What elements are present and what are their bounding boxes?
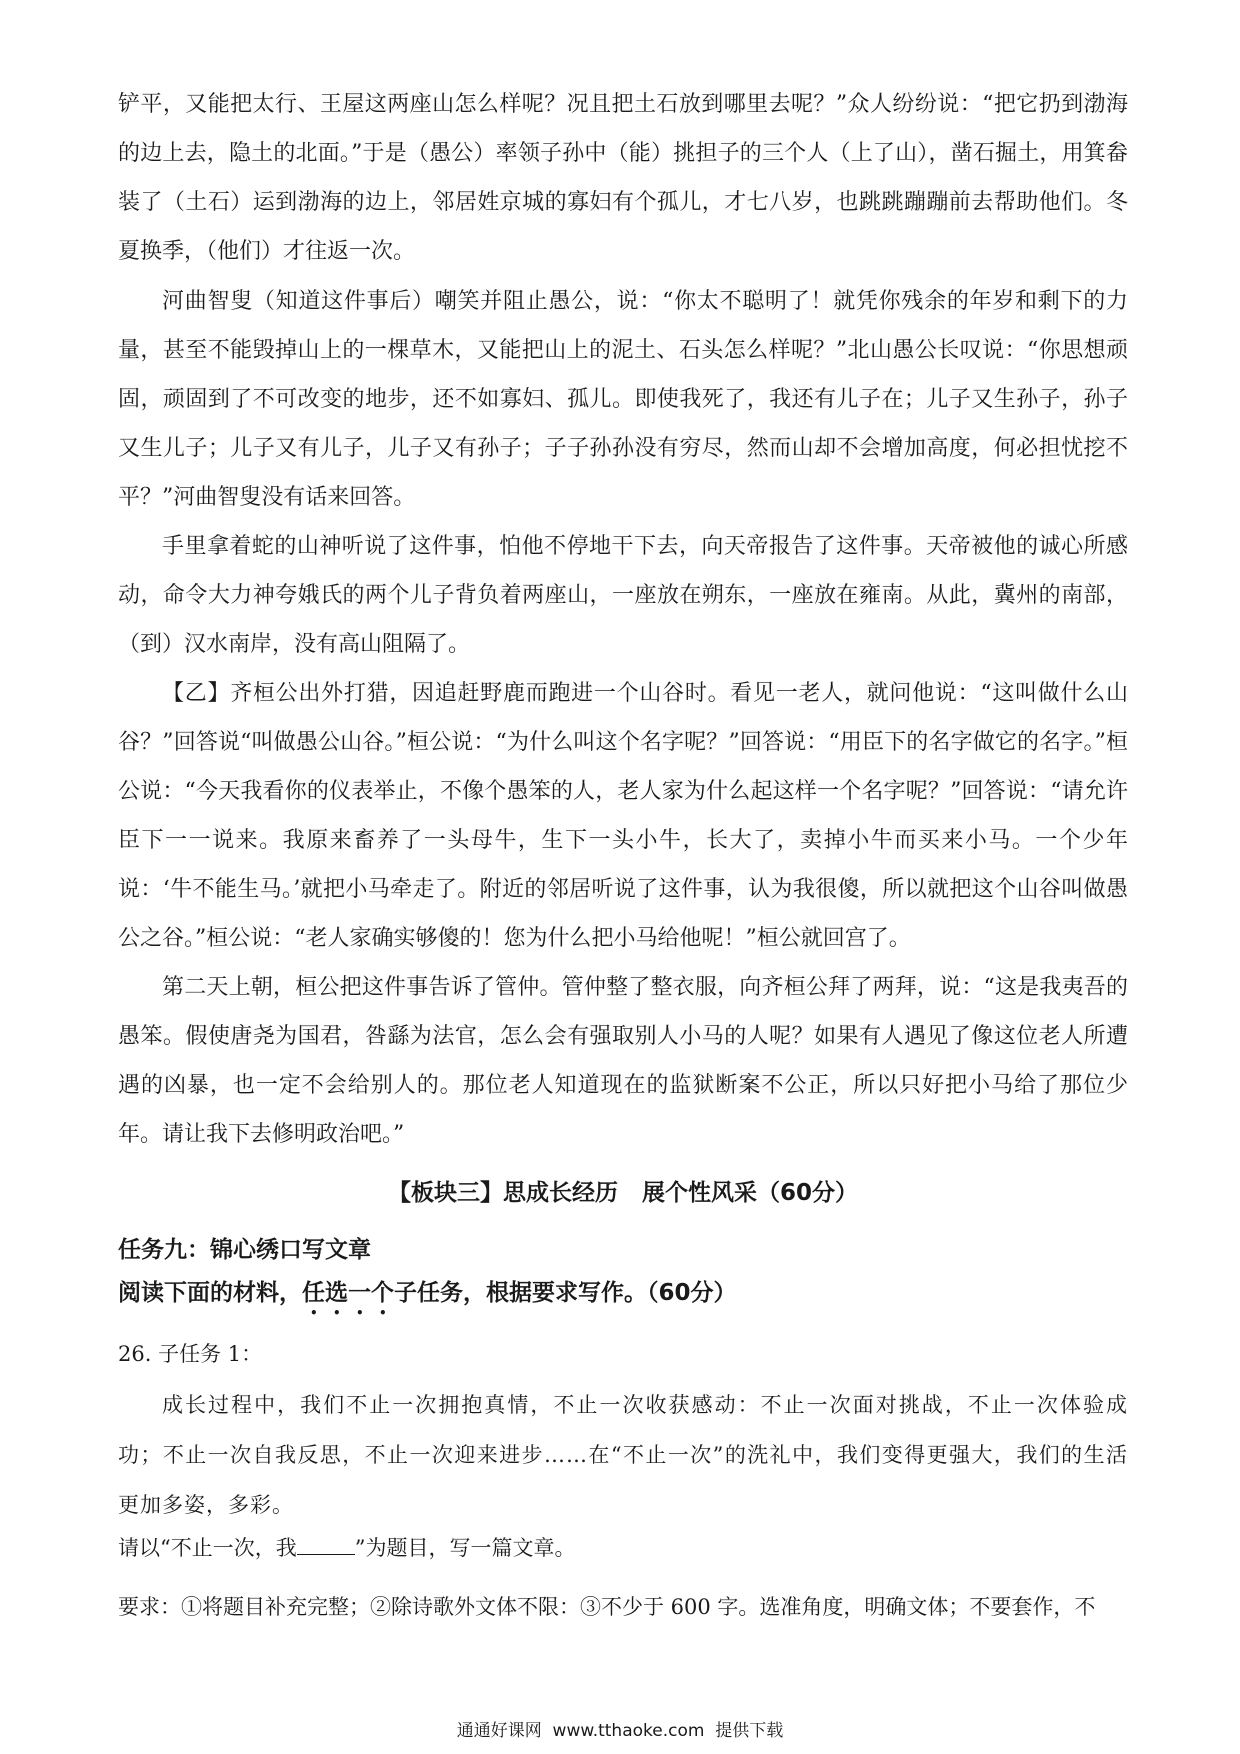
essay-material: 成长过程中，我们不止一次拥抱真情，不止一次收获感动：不止一次面对挑战，不止一次体验成功；不止一次自我反思，不止一次迎来进步……在“不止一次”的洗礼中，我们变得更强大，我们的生活更加多姿，多彩。 [118, 1393, 1128, 1517]
paragraph-continuation: 铲平，又能把太行、王屋这两座山怎么样呢？况且把土石放到哪里去呢？”众人纷纷说：“把它扔到渤海的边上去，隐土的北面。”于是（愚公）率领子孙中（能）挑担子的三个人（上了山），凿石掘土，用箕畚装了（土石）运到渤海的边上，邻居姓京城的寡妇有个孤儿，才七八岁，也跳跳蹦蹦前去帮助他们。冬夏换季，（他们）才往返一次。 [118, 92, 1128, 264]
prompt-before: 请以“不止一次，我 [118, 1536, 297, 1560]
paragraph-guanzhong: 第二天上朝，桓公把这件事告诉了管仲。管仲整了整衣服，向齐桓公拜了两拜，说：“这是我夷吾的愚笨。假使唐尧为国君，咎繇为法官，怎么会有强取别人小马的人呢？如果有人遇见了像这位老人所遭遇的凶暴，也一定不会给别人的。那位老人知道现在的监狱断案不公正，所以只好把小马给了那位少年。请让我下去修明政治吧。” [118, 975, 1128, 1147]
prompt-after: ”为题目，写一篇文章。 [354, 1536, 576, 1560]
requirements: 要求：①将题目补充完整；②除诗歌外文体不限：③不少于 600 字。选准角度，明确文体；不要套作，不 [118, 1595, 1096, 1619]
essay-prompt [118, 1530, 576, 1566]
task-instruction-before: 阅读下面的材料， [118, 1280, 302, 1306]
page-footer: 通通好课网 www.tthaoke.com 提供下载 [456, 1721, 784, 1741]
task-instruction-emphasis: 任选一个 [302, 1280, 394, 1306]
paragraph-zhisou: 河曲智叟（知道这件事后）嘲笑并阻止愚公，说：“你太不聪明了！就凭你残余的年岁和剩下的力量，甚至不能毁掉山上的一棵草木，又能把山上的泥土、石头怎么样呢？”北山愚公长叹说：“你思想顽固，顽固到了不可改变的地步，还不如寡妇、孤儿。即使我死了，我还有儿子在；儿子又生孙子，孙子又生儿子；儿子又有儿子，儿子又有孙子；子子孙孙没有穷尽，然而山却不会增加高度，何必担忧挖不平？”河曲智叟没有话来回答。 [118, 289, 1128, 510]
paragraph-yi: 【乙】齐桓公出外打猎，因追赶野鹿而跑进一个山谷时。看见一老人，就问他说：“这叫做什么山谷？”回答说“叫做愚公山谷。”桓公说：“为什么叫这个名字呢？”回答说：“用臣下的名字做它的名字。”桓公说：“今天我看你的仪表举止，不像个愚笨的人，老人家为什么起这样一个名字呢？”回答说：“请允许臣下一一说来。我原来畜养了一头母牛，生下一头小牛，长大了，卖掉小牛而买来小马。一个少年说：‘牛不能生马。’就把小马牵走了。附近的邻居听说了这件事，认为我很傻，所以就把这个山谷叫做愚公之谷。”桓公说：“老人家确实够傻的！您为什么把小马给他呢！”桓公就回宫了。 [118, 681, 1128, 951]
sub-task-label: 26. 子任务 1： [118, 1342, 263, 1366]
paragraph-shanshen: 手里拿着蛇的山神听说了这件事，怕他不停地干下去，向天帝报告了这件事。天帝被他的诚心所感动，命令大力神夸娥氏的两个儿子背负着两座山，一座放在朔东，一座放在雍南。从此，冀州的南部，（到）汉水南岸，没有高山阻隔了。 [118, 534, 1128, 657]
task-title: 任务九：锦心绣口写文章 [118, 1237, 371, 1263]
section-heading: 【板块三】思成长经历 展个性风采（60分） [387, 1180, 859, 1206]
task-instruction [118, 1275, 737, 1320]
task-instruction-after: 子任务，根据要求写作。（60分） [394, 1280, 737, 1306]
title-blank [297, 1534, 355, 1555]
